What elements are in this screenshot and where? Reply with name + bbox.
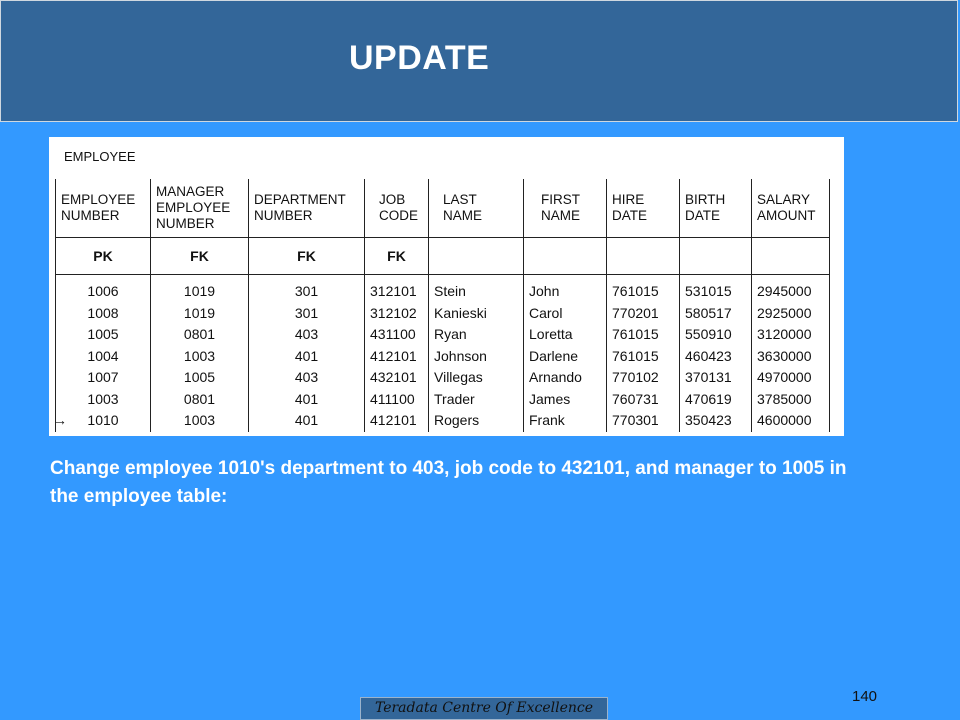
header-cell: MANAGER EMPLOYEE NUMBER [151, 179, 249, 238]
table-cell: 412101 [365, 410, 429, 432]
table-cell: 3630000 [752, 346, 830, 368]
table-cell: Arnando [524, 367, 607, 389]
table-cell: 1003 [151, 410, 249, 432]
table-cell: 1006 [56, 281, 151, 303]
table-row [56, 281, 830, 303]
header-cell: HIRE DATE [607, 179, 680, 238]
table-cell: 312101 [365, 281, 429, 303]
table-key-row [56, 238, 830, 275]
table-row [56, 367, 830, 389]
header-cell: SALARY AMOUNT [752, 179, 830, 238]
table-cell: 770301 [607, 410, 680, 432]
key-cell: FK [249, 238, 365, 275]
table-cell: 1004 [56, 346, 151, 368]
key-cell [607, 238, 680, 275]
table-cell: 760731 [607, 389, 680, 411]
table-cell: Stein [429, 281, 524, 303]
table-cell: 412101 [365, 346, 429, 368]
slide-description: Change employee 1010's department to 403, job code to 432101, and manager to 1005 in the employee table: [50, 458, 847, 507]
table-cell: 1003 [151, 346, 249, 368]
table-cell: 550910 [680, 324, 752, 346]
table-cell: 1005 [151, 367, 249, 389]
header-cell: LAST NAME [429, 179, 524, 238]
table-cell: 312102 [365, 303, 429, 325]
table-cell: 470619 [680, 389, 752, 411]
table-cell: 431100 [365, 324, 429, 346]
table-cell: 580517 [680, 303, 752, 325]
key-cell [524, 238, 607, 275]
table-cell: 2945000 [752, 281, 830, 303]
table-cell: 0801 [151, 324, 249, 346]
table-cell: Johnson [429, 346, 524, 368]
table-cell: Frank [524, 410, 607, 432]
table-cell: James [524, 389, 607, 411]
table-cell: 1005 [56, 324, 151, 346]
table-cell: 411100 [365, 389, 429, 411]
footer-banner: Teradata Centre Of Excellence [360, 697, 608, 720]
header-cell: DEPARTMENT NUMBER [249, 179, 365, 238]
table-cell: 3785000 [752, 389, 830, 411]
employee-table [55, 179, 830, 432]
header-cell: BIRTH DATE [680, 179, 752, 238]
table-body [53, 281, 830, 432]
page-number: 140 [852, 688, 878, 705]
table-row [56, 324, 830, 346]
table-cell: 350423 [680, 410, 752, 432]
table-cell: 770201 [607, 303, 680, 325]
table-cell: 531015 [680, 281, 752, 303]
table-cell: 2925000 [752, 303, 830, 325]
table-row [56, 346, 830, 368]
table-cell: 0801 [151, 389, 249, 411]
table-cell: 4600000 [752, 410, 830, 432]
table-cell: Trader [429, 389, 524, 411]
slide-title: UPDATE [349, 39, 490, 77]
table-cell: 3120000 [752, 324, 830, 346]
key-cell: FK [151, 238, 249, 275]
header-cell: FIRST NAME [524, 179, 607, 238]
table-cell: 4970000 [752, 367, 830, 389]
table-cell: 301 [249, 281, 365, 303]
table-cell: 761015 [607, 324, 680, 346]
table-cell: Carol [524, 303, 607, 325]
table-cell: 370131 [680, 367, 752, 389]
table-cell: 761015 [607, 346, 680, 368]
table-cell: 1019 [151, 281, 249, 303]
table-cell: 1019 [151, 303, 249, 325]
table-cell: Darlene [524, 346, 607, 368]
table-cell: John [524, 281, 607, 303]
table-cell: Loretta [524, 324, 607, 346]
table-caption: EMPLOYEE [64, 149, 136, 164]
table-header-row [56, 179, 830, 238]
table-cell: Rogers [429, 410, 524, 432]
row-pointer-arrow-icon: → [53, 412, 67, 429]
table-cell: 403 [249, 324, 365, 346]
table-cell: Ryan [429, 324, 524, 346]
table-cell: Villegas [429, 367, 524, 389]
table-cell: 401 [249, 346, 365, 368]
key-cell [429, 238, 524, 275]
key-cell: PK [56, 238, 151, 275]
table-cell: 1007 [56, 367, 151, 389]
table-cell: 770102 [607, 367, 680, 389]
table-cell: 301 [249, 303, 365, 325]
header-cell: EMPLOYEE NUMBER [56, 179, 151, 238]
table-row [56, 410, 830, 432]
table-cell: 460423 [680, 346, 752, 368]
key-cell: FK [365, 238, 429, 275]
table-row [56, 303, 830, 325]
table-cell: 1003 [56, 389, 151, 411]
key-cell [752, 238, 830, 275]
key-cell [680, 238, 752, 275]
header-cell: JOB CODE [365, 179, 429, 238]
table-cell: 403 [249, 367, 365, 389]
table-cell: 432101 [365, 367, 429, 389]
table-cell: → 1010 [56, 410, 151, 432]
table-cell: 1008 [56, 303, 151, 325]
table-cell: 761015 [607, 281, 680, 303]
table-cell: Kanieski [429, 303, 524, 325]
table-cell: 401 [249, 410, 365, 432]
employee-table-figure [49, 137, 844, 436]
table-cell: 401 [249, 389, 365, 411]
title-bar [0, 0, 958, 122]
table-row [56, 389, 830, 411]
